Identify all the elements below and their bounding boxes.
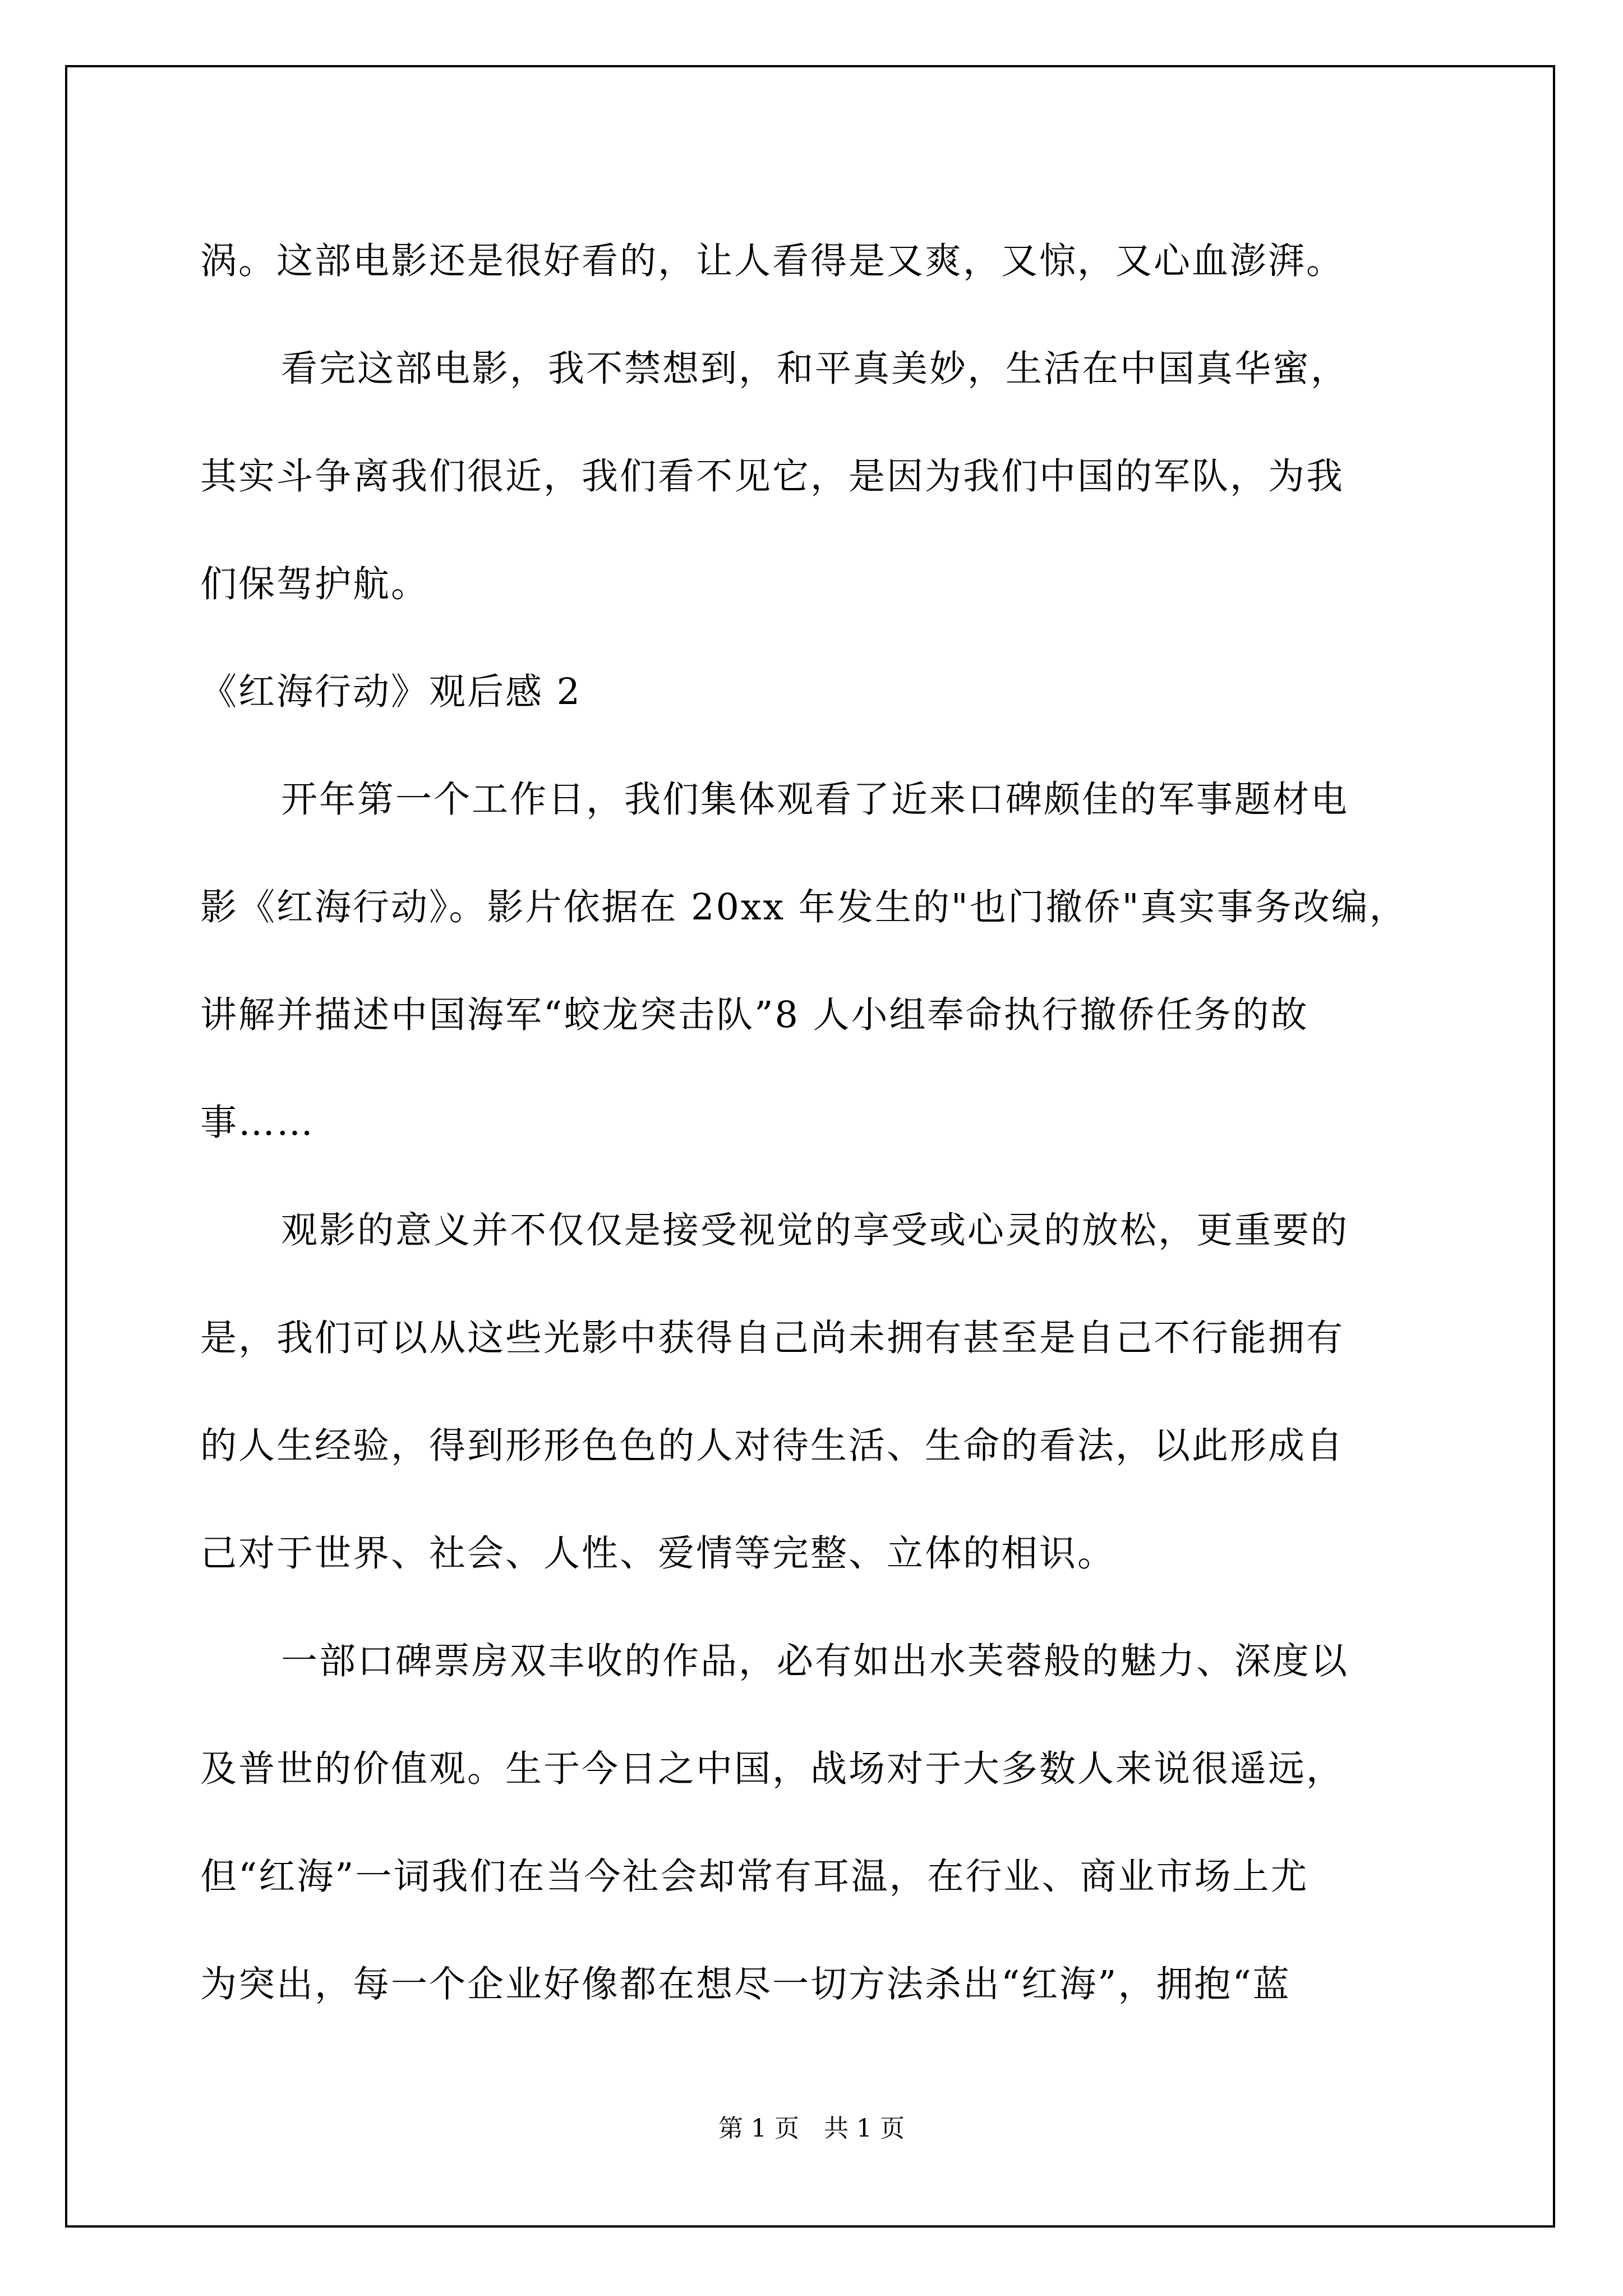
text-line: 为突出，每一个企业好像都在想尽一切方法杀出“红海”，拥抱“蓝 (200, 1963, 1291, 2005)
text-line: 影《红海行动》。影片依据在 20xx 年发生的"也门撤侨"真实事务改编， (200, 886, 1408, 928)
text-line: 是，我们可以从这些光影中获得自己尚未拥有甚至是自己不行能拥有 (200, 1317, 1345, 1359)
page-footer (0, 2108, 1623, 2144)
paragraph (200, 1608, 1462, 2039)
text-line: 己对于世界、社会、人性、爱情等完整、立体的相识。 (200, 1533, 1116, 1575)
text-line: 其实斗争离我们很近，我们看不见它，是因为我们中国的军队，为我 (200, 455, 1345, 498)
page-number-label: 第 1 页 共 1 页 (718, 2114, 905, 2143)
paragraph (200, 1177, 1462, 1608)
paragraph (200, 315, 1462, 638)
text-line: 们保驾护航。 (200, 563, 430, 605)
text-line: 但“红海”一词我们在当今社会却常有耳温，在行业、商业市场上尤 (200, 1856, 1309, 1898)
text-line: 讲解并描述中国海军“蛟龙突击队”8 人小组奉命执行撤侨任务的故 (200, 994, 1309, 1036)
document-body (200, 208, 1462, 2039)
text-line: 看完这部电影，我不禁想到，和平真美妙，生活在中国真华蜜， (281, 348, 1349, 390)
text-line: 及普世的价值观。生于今日之中国，战场对于大多数人来说很遥远， (200, 1748, 1345, 1790)
text-line: 事…… (200, 1102, 315, 1144)
section-heading (200, 638, 1462, 746)
heading-text: 《红海行动》观后感 2 (200, 671, 582, 713)
paragraph (200, 208, 1462, 315)
text-line: 的人生经验，得到形形色色的人对待生活、生命的看法，以此形成自 (200, 1425, 1345, 1467)
text-line: 涡。这部电影还是很好看的，让人看得是又爽，又惊，又心血澎湃。 (200, 240, 1345, 282)
text-line: 观影的意义并不仅仅是接受视觉的享受或心灵的放松，更重要的 (281, 1209, 1349, 1251)
text-line: 开年第一个工作日，我们集体观看了近来口碑颇佳的军事题材电 (281, 779, 1349, 821)
text-line: 一部口碑票房双丰收的作品，必有如出水芙蓉般的魅力、深度以 (281, 1640, 1349, 1682)
paragraph (200, 746, 1462, 1177)
